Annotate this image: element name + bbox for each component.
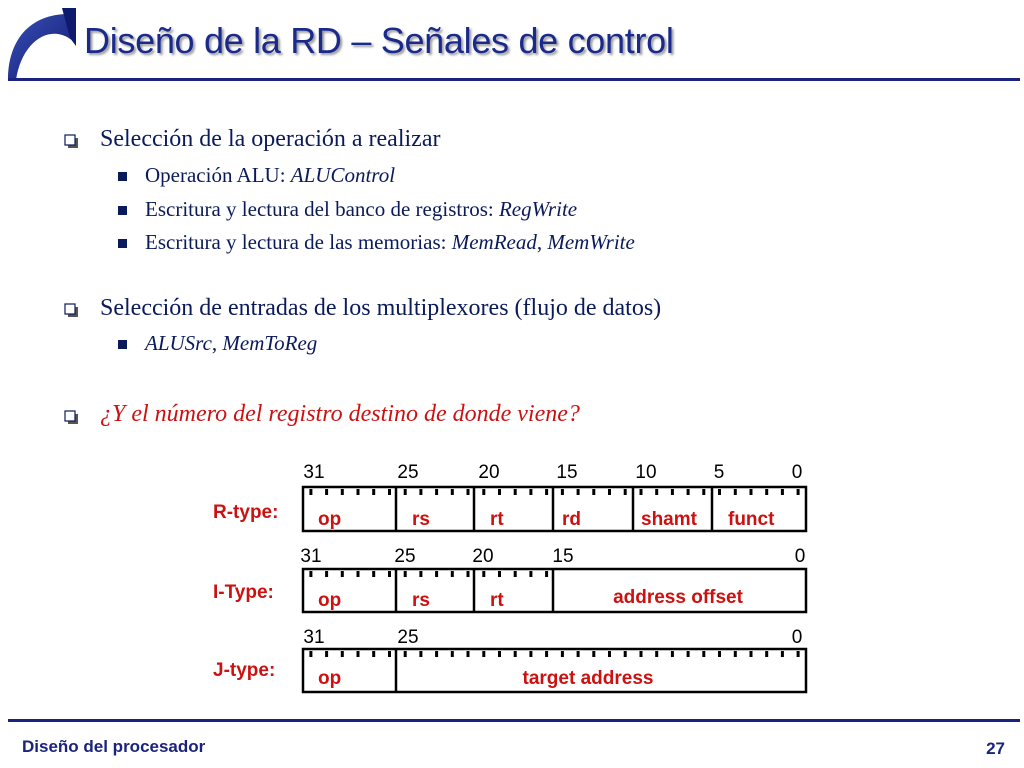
signal-memtoreg: MemToReg: [222, 331, 318, 355]
r-type-bit-ticks: [311, 489, 798, 495]
i-field-rs: rs: [412, 590, 430, 611]
i-bit-25: 25: [394, 546, 416, 567]
signal-alucontrol: ALUControl: [290, 163, 396, 187]
r-type-label: R-type:: [213, 502, 279, 523]
bullet-multiplexer-selection: Selección de entradas de los multiplexores (flujo de datos): [100, 295, 662, 321]
r-field-rd: rd: [562, 509, 581, 530]
r-bit-0: 0: [791, 462, 803, 483]
footer-divider: [8, 719, 1020, 722]
signal-memwrite: MemWrite: [547, 230, 635, 254]
signal-memread: MemRead: [451, 230, 537, 254]
i-bit-0: 0: [794, 546, 806, 567]
i-bit-31: 31: [300, 546, 322, 567]
r-bit-15: 15: [556, 462, 578, 483]
separator: ,: [211, 331, 223, 355]
sub-bullet-text: Escritura y lectura de las memorias:: [145, 230, 452, 254]
j-bit-31: 31: [303, 627, 325, 648]
sub-bullet-text: Operación ALU:: [145, 163, 291, 187]
signal-regwrite: RegWrite: [498, 197, 578, 221]
r-field-rs: rs: [412, 509, 430, 530]
i-field-op: op: [318, 590, 342, 611]
i-field-rt: rt: [490, 590, 504, 611]
page-number: 27: [986, 739, 1005, 758]
footer-course-title: Diseño del procesador: [22, 737, 206, 756]
signal-alusrc: ALUSrc: [145, 331, 212, 355]
r-field-op: op: [318, 509, 342, 530]
sub-bullet-text: Escritura y lectura del banco de registros:: [145, 197, 499, 221]
page-title: Diseño de la RD – Señales de control: [84, 20, 674, 61]
j-type-label: J-type:: [213, 660, 276, 681]
i-field-address-offset: address offset: [613, 587, 743, 608]
r-bit-5: 5: [713, 462, 725, 483]
bullet-operation-selection: Selección de la operación a realizar: [100, 126, 441, 152]
r-bit-20: 20: [478, 462, 500, 483]
separator: ,: [536, 230, 548, 254]
j-type-bit-ticks: [311, 651, 798, 657]
i-type-label: I-Type:: [213, 582, 274, 603]
j-field-target-address: target address: [522, 668, 654, 689]
bullet-destination-register-question: ¿Y el número del registro destino de donde viene?: [100, 401, 580, 427]
r-field-funct: funct: [728, 509, 775, 530]
r-bit-31: 31: [303, 462, 325, 483]
r-bit-10: 10: [635, 462, 657, 483]
i-bit-20: 20: [472, 546, 494, 567]
r-field-shamt: shamt: [641, 509, 697, 530]
i-bit-15: 15: [552, 546, 574, 567]
j-field-op: op: [318, 668, 342, 689]
j-bit-25: 25: [397, 627, 419, 648]
i-type-bit-ticks: [311, 571, 547, 577]
r-bit-25: 25: [397, 462, 419, 483]
j-bit-0: 0: [791, 627, 803, 648]
r-field-rt: rt: [490, 509, 504, 530]
